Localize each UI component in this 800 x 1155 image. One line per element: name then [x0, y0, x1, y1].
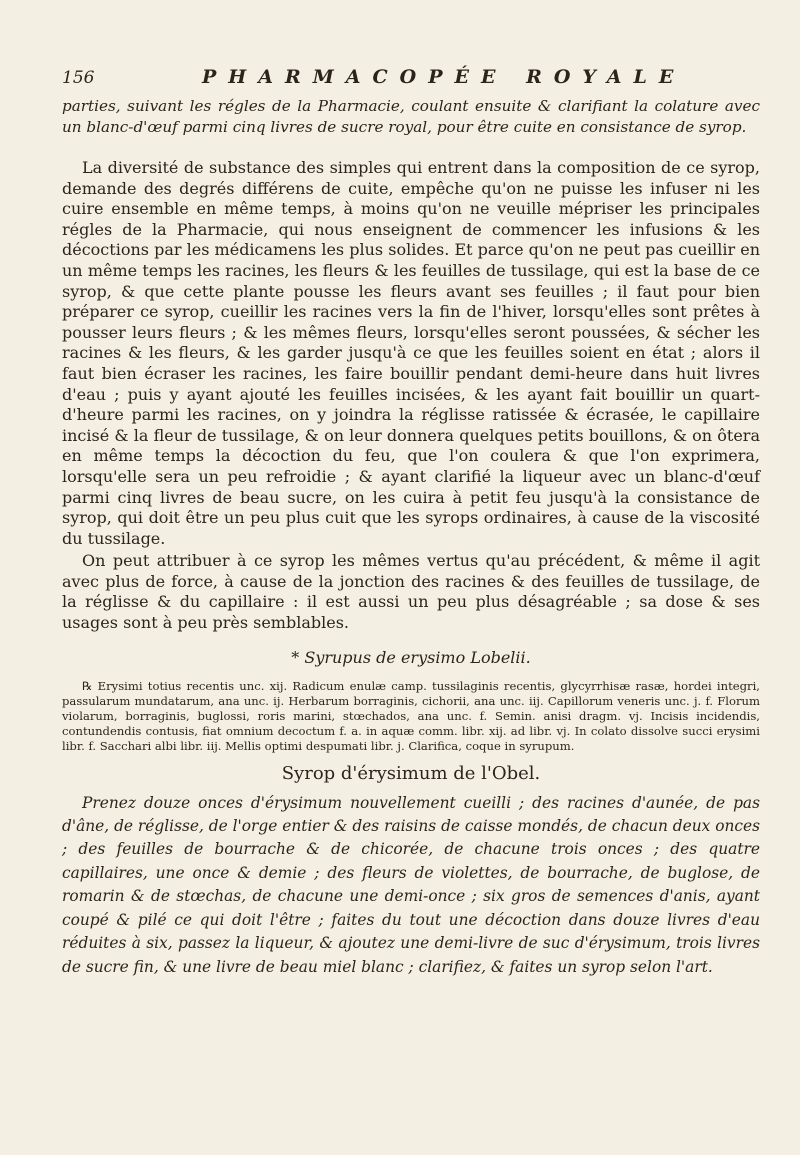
- running-title: PHARMACOPÉE ROYALE: [202, 66, 686, 88]
- intro-text: parties, suivant les régles de la Pharmacie, coulant ensuite & clarifiant la colature avec un blanc-d'œuf parmi cinq livres de sucre royal, pour être cuite en consistance de syrop.: [62, 97, 760, 136]
- page-number: 156: [62, 68, 95, 88]
- syrop-title: Syrop d'érysimum de l'Obel.: [281, 762, 541, 784]
- latin-recipe: ℞ Erysimi totius recentis unc. xij. Radicum enulæ camp. tussilaginis recentis, glycyrrhisæ rasæ, hordei integri, passularum mundatarum, ana unc. ij. Herbarum borraginis, cichorii, ana unc. iij. Capillorum veneris unc. j. f. Florum violarum, borraginis, buglossi, roris marini, stœchados, ana unc. f. Semin. anisi dragm. vj. Incisis incidendis, contundendis contusis, fiat omnium decoctum f. a. in aquæ comm. libr. xij. ad libr. vj. In colato dissolve succi erysimi libr. f. Sacchari albi libr. iij. Mellis optimi despumati libr. j. Clarifica, coque in syrupum.: [62, 678, 760, 754]
- page-header: [62, 66, 760, 96]
- latin-recipe-title: * Syrupus de erysimo Lobelii.: [291, 647, 531, 667]
- paragraph-second: On peut attribuer à ce syrop les mêmes vertus qu'au précédent, & même il agit avec plus de force, à cause de la jonction des racines & des feuilles de tussilage, de la réglisse & du capillaire : il est aussi un peu plus désagréable ; sa dose & ses usages sont à peu près semblables.: [62, 551, 760, 633]
- french-recipe: Prenez douze onces d'érysimum nouvellement cueilli ; des racines d'aunée, de pas d'âne, de réglisse, de l'orge entier & des raisins de caisse mondés, de chacun deux onces ; des feuilles de bourrache & de chicorée, de chacune trois onces ; des quatre capillaires, une once & demie ; des fleurs de violettes, de bourrache, de buglose, de romarin & de stœchas, de chacune une demi-once ; six gros de semences d'anis, ayant coupé & pilé ce qui doit l'être ; faites du tout une décoction dans douze livres d'eau réduites à six, passez la liqueur, & ajoutez une demi-livre de suc d'érysimum, trois livres de sucre fin, & une livre de beau miel blanc ; clarifiez, & faites un syrop selon l'art.: [62, 793, 760, 976]
- paragraph-main: La diversité de substance des simples qui entrent dans la composition de ce syrop, demande des degrés différens de cuite, empêche qu'on ne puisse les infuser ni les cuire ensemble en même temps, à moins qu'on ne veuille mépriser les principales régles de la Pharmacie, qui nous enseignent de commencer les infusions & les décoctions par les médicamens les plus solides. Et parce qu'on ne peut pas cueillir en un même temps les racines, les fleurs & les feuilles de tussilage, qui est la base de ce syrop, & que cette plante pousse les fleurs avant ses feuilles ; il faut pour bien préparer ce syrop, cueillir les racines vers la fin de l'hiver, lorsqu'elles sont prêtes à pousser leurs fleurs ; & les mêmes fleurs, lorsqu'elles seront poussées, & sécher les racines & les fleurs, & les garder jusqu'à ce que les feuilles soient en état ; alors il faut bien écraser les racines, les faire bouillir pendant demi-heure dans huit livres d'eau ; puis y ayant ajouté les feuilles incisées, & les ayant fait bouillir un quart-d'heure parmi les racines, on y joindra la réglisse ratissée & écrasée, le capillaire incisé & la fleur de tussilage, & on leur donnera quelques petits bouillons, & on ôtera en même temps la décoction du feu, que l'on coulera & que l'on exprimera, lorsqu'elle sera un peu refroidie ; & ayant clarifié la liqueur avec un blanc-d'œuf parmi cinq livres de beau sucre, on les cuira à petit feu jusqu'à la consistance de syrop, qui doit être un peu plus cuit que les syrops ordinaires, à cause de la viscosité du tussilage.: [62, 158, 760, 548]
